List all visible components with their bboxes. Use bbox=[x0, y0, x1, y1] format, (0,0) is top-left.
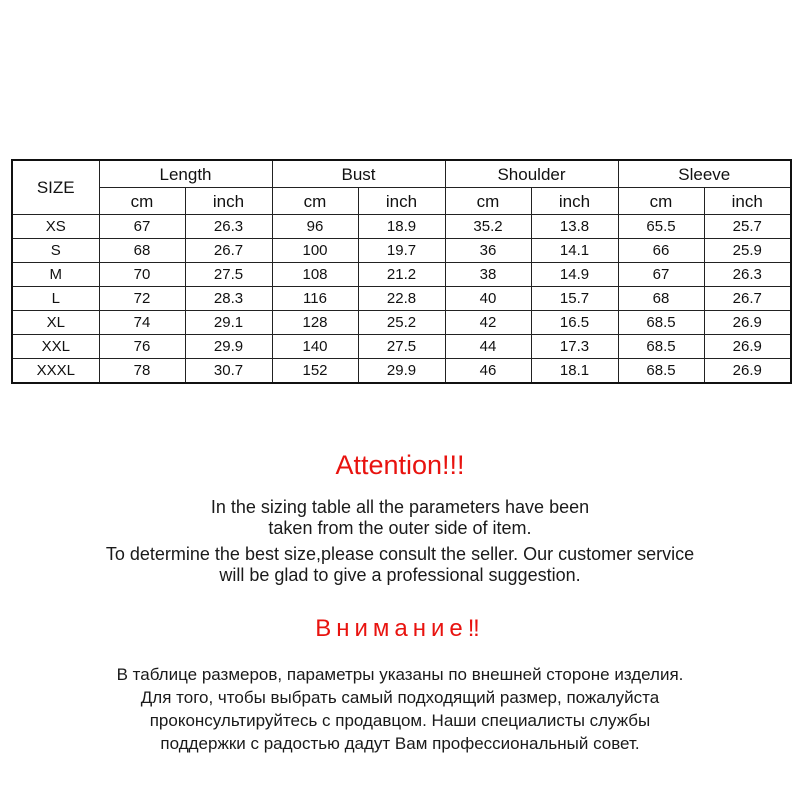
attention-heading-en: Attention!!! bbox=[335, 450, 465, 480]
measurement-cell: 25.7 bbox=[704, 215, 791, 239]
measurement-cell: 76 bbox=[99, 335, 185, 359]
table-row bbox=[12, 335, 791, 359]
measurement-cell: 68.5 bbox=[618, 335, 704, 359]
measurement-cell: 78 bbox=[99, 359, 185, 384]
russian-notice bbox=[0, 663, 800, 755]
notice-line: поддержки с радостью дадут Вам профессиональный совет. bbox=[160, 734, 640, 753]
unit-header: cm bbox=[99, 188, 185, 215]
measurement-cell: 38 bbox=[445, 263, 531, 287]
sleeve-header: Sleeve bbox=[618, 160, 791, 188]
measurement-cell: 17.3 bbox=[531, 335, 618, 359]
size-label-cell: M bbox=[12, 263, 99, 287]
notice-line: taken from the outer side of item. bbox=[268, 518, 532, 538]
measurement-cell: 68 bbox=[99, 239, 185, 263]
table-row bbox=[12, 263, 791, 287]
unit-header: inch bbox=[704, 188, 791, 215]
measurement-cell: 19.7 bbox=[358, 239, 445, 263]
measurement-cell: 29.1 bbox=[185, 311, 272, 335]
length-header: Length bbox=[99, 160, 272, 188]
measurement-cell: 22.8 bbox=[358, 287, 445, 311]
measurement-cell: 18.9 bbox=[358, 215, 445, 239]
size-label-cell: L bbox=[12, 287, 99, 311]
measurement-cell: 30.7 bbox=[185, 359, 272, 384]
measurement-cell: 26.3 bbox=[704, 263, 791, 287]
measurement-cell: 74 bbox=[99, 311, 185, 335]
measurement-cell: 18.1 bbox=[531, 359, 618, 384]
measurement-cell: 70 bbox=[99, 263, 185, 287]
measurement-cell: 26.7 bbox=[704, 287, 791, 311]
measurement-cell: 26.9 bbox=[704, 311, 791, 335]
measurement-cell: 28.3 bbox=[185, 287, 272, 311]
size-label-cell: XXXL bbox=[12, 359, 99, 384]
measurement-cell: 140 bbox=[272, 335, 358, 359]
attention-heading-ru: Внимание‼ bbox=[315, 615, 485, 642]
size-table-body bbox=[12, 215, 791, 384]
measurement-cell: 100 bbox=[272, 239, 358, 263]
notice-line: In the sizing table all the parameters have been bbox=[210, 497, 590, 517]
table-row bbox=[12, 359, 791, 384]
size-label-cell: S bbox=[12, 239, 99, 263]
table-row bbox=[12, 239, 791, 263]
measurement-cell: 35.2 bbox=[445, 215, 531, 239]
measurement-cell: 68.5 bbox=[618, 359, 704, 384]
measurement-cell: 16.5 bbox=[531, 311, 618, 335]
size-label-cell: XL bbox=[12, 311, 99, 335]
shoulder-header: Shoulder bbox=[445, 160, 618, 188]
measurement-cell: 26.9 bbox=[704, 359, 791, 384]
measurement-cell: 68.5 bbox=[618, 311, 704, 335]
bust-header: Bust bbox=[272, 160, 445, 188]
measurement-cell: 36 bbox=[445, 239, 531, 263]
unit-header: inch bbox=[531, 188, 618, 215]
measurement-cell: 108 bbox=[272, 263, 358, 287]
measurement-cell: 44 bbox=[445, 335, 531, 359]
measurement-cell: 128 bbox=[272, 311, 358, 335]
unit-header: cm bbox=[445, 188, 531, 215]
unit-header: cm bbox=[272, 188, 358, 215]
measurement-cell: 29.9 bbox=[358, 359, 445, 384]
measurement-cell: 67 bbox=[99, 215, 185, 239]
unit-header: inch bbox=[358, 188, 445, 215]
notice-line: Для того, чтобы выбрать самый подходящий размер, пожалуйста bbox=[140, 688, 660, 707]
measurement-cell: 26.9 bbox=[704, 335, 791, 359]
size-column-header: SIZE bbox=[12, 160, 99, 215]
unit-header: inch bbox=[185, 188, 272, 215]
measurement-cell: 72 bbox=[99, 287, 185, 311]
notice-line: To determine the best size,please consult the seller. Our customer service bbox=[105, 544, 695, 564]
measurement-cell: 27.5 bbox=[358, 335, 445, 359]
measurement-cell: 21.2 bbox=[358, 263, 445, 287]
measurement-cell: 42 bbox=[445, 311, 531, 335]
measurement-cell: 26.3 bbox=[185, 215, 272, 239]
measurement-cell: 67 bbox=[618, 263, 704, 287]
size-label-cell: XXL bbox=[12, 335, 99, 359]
measurement-cell: 25.2 bbox=[358, 311, 445, 335]
english-notice bbox=[0, 497, 800, 586]
table-header-groups bbox=[12, 160, 791, 188]
measurement-cell: 65.5 bbox=[618, 215, 704, 239]
measurement-cell: 13.8 bbox=[531, 215, 618, 239]
measurement-cell: 116 bbox=[272, 287, 358, 311]
measurement-cell: 46 bbox=[445, 359, 531, 384]
measurement-cell: 66 bbox=[618, 239, 704, 263]
measurement-cell: 29.9 bbox=[185, 335, 272, 359]
size-chart-table bbox=[11, 159, 792, 384]
measurement-cell: 15.7 bbox=[531, 287, 618, 311]
measurement-cell: 14.9 bbox=[531, 263, 618, 287]
measurement-cell: 27.5 bbox=[185, 263, 272, 287]
measurement-cell: 14.1 bbox=[531, 239, 618, 263]
measurement-cell: 25.9 bbox=[704, 239, 791, 263]
measurement-cell: 96 bbox=[272, 215, 358, 239]
unit-header: cm bbox=[618, 188, 704, 215]
table-row bbox=[12, 215, 791, 239]
measurement-cell: 40 bbox=[445, 287, 531, 311]
measurement-cell: 26.7 bbox=[185, 239, 272, 263]
notice-line: В таблице размеров, параметры указаны по внешней стороне изделия. bbox=[116, 665, 684, 684]
notice-line: will be glad to give a professional suggestion. bbox=[219, 565, 581, 585]
size-label-cell: XS bbox=[12, 215, 99, 239]
measurement-cell: 68 bbox=[618, 287, 704, 311]
table-row bbox=[12, 287, 791, 311]
table-row bbox=[12, 311, 791, 335]
table-header-units bbox=[12, 188, 791, 215]
measurement-cell: 152 bbox=[272, 359, 358, 384]
notice-line: проконсультируйтесь с продавцом. Наши специалисты службы bbox=[149, 711, 651, 730]
